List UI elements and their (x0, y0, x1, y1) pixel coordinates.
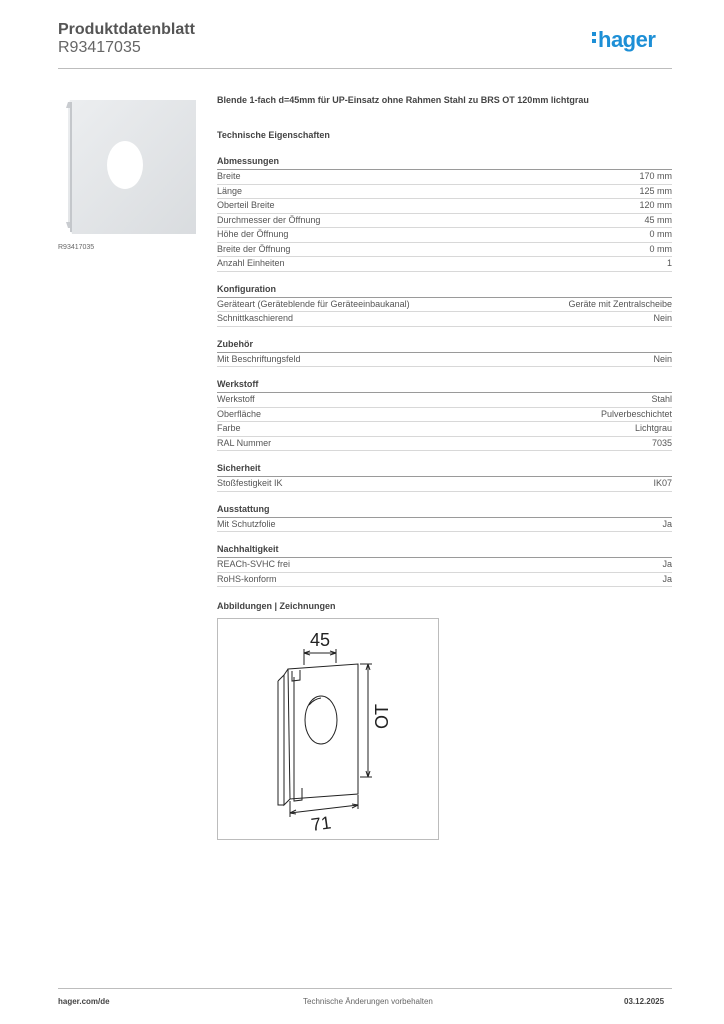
property-value: 0 mm (649, 243, 672, 254)
property-row (217, 408, 672, 423)
property-row (217, 170, 672, 185)
property-row (217, 243, 672, 258)
property-row (217, 558, 672, 573)
section-2 (217, 339, 672, 368)
property-label: Anzahl Einheiten (217, 258, 285, 268)
logo-text: hager (598, 27, 656, 52)
product-image-caption: R93417035 (58, 244, 95, 251)
property-label: Schnittkaschierend (217, 313, 294, 323)
property-value: Geräte mit Zentralscheibe (568, 298, 672, 309)
property-row (217, 257, 672, 272)
property-label: REACh-SVHC frei (217, 559, 291, 569)
property-value: Nein (653, 313, 672, 323)
dimension-label-bottom: 71 (309, 812, 333, 835)
property-row (217, 199, 672, 214)
properties-content (217, 95, 672, 611)
property-sections (217, 156, 672, 587)
property-value: 7035 (651, 437, 672, 448)
property-row (217, 185, 672, 200)
property-value: 0 mm (649, 229, 672, 239)
property-value: 125 mm (639, 185, 672, 196)
property-row (217, 393, 672, 408)
property-row (217, 214, 672, 229)
logo-dots-icon (592, 27, 597, 43)
technical-drawing-frame (217, 618, 439, 840)
property-label: Werkstoff (217, 394, 255, 404)
header-divider (58, 68, 672, 69)
product-image (58, 94, 202, 238)
section-3 (217, 379, 672, 451)
section-heading: Nachhaltigkeit (217, 544, 672, 558)
footer-notice: Technische Änderungen vorbehalten (303, 997, 433, 1006)
property-value: Stahl (651, 394, 672, 404)
section-5 (217, 504, 672, 533)
property-label: Stoßfestigkeit IK (217, 478, 283, 488)
property-label: Länge (217, 185, 243, 196)
property-row (217, 437, 672, 452)
property-label: Mit Schutzfolie (217, 518, 276, 529)
document-title: Produktdatenblatt (58, 21, 195, 38)
property-row (217, 477, 672, 492)
property-value: 1 (666, 258, 672, 268)
section-4 (217, 463, 672, 492)
property-row (217, 228, 672, 243)
property-label: Breite (217, 171, 241, 181)
footer-date: 03.12.2025 (624, 997, 665, 1006)
footer-website: hager.com/de (58, 997, 110, 1006)
footer-divider (58, 988, 672, 989)
property-row (217, 573, 672, 588)
property-row (217, 518, 672, 533)
section-heading: Konfiguration (217, 284, 672, 298)
property-value: 170 mm (639, 171, 672, 181)
section-heading: Sicherheit (217, 463, 672, 477)
technical-properties-heading: Technische Eigenschaften (217, 130, 330, 140)
product-number: R93417035 (58, 39, 141, 56)
section-heading: Zubehör (217, 339, 672, 353)
section-6 (217, 544, 672, 587)
property-row (217, 353, 672, 368)
property-value: Ja (662, 559, 672, 569)
section-heading: Werkstoff (217, 379, 672, 393)
property-value: 45 mm (644, 214, 672, 225)
property-value: Ja (662, 573, 672, 584)
property-label: Durchmesser der Öffnung (217, 214, 321, 225)
hager-logo (592, 27, 655, 53)
property-label: RoHS-konform (217, 573, 277, 584)
property-row (217, 422, 672, 437)
property-label: Geräteart (Geräteblende für Geräteeinbaukanal) (217, 298, 410, 309)
property-label: Breite der Öffnung (217, 243, 291, 254)
property-row (217, 298, 672, 313)
dimension-label-side: OT (372, 704, 392, 729)
product-description: Blende 1-fach d=45mm für UP-Einsatz ohne Rahmen Stahl zu BRS OT 120mm lichtgrau (217, 95, 589, 105)
property-label: Farbe (217, 423, 241, 433)
property-label: Höhe der Öffnung (217, 229, 289, 239)
drawings-heading: Abbildungen | Zeichnungen (217, 601, 336, 611)
property-label: RAL Nummer (217, 437, 272, 448)
technical-drawing (218, 619, 438, 839)
section-heading: Ausstattung (217, 504, 672, 518)
property-value: 120 mm (639, 200, 672, 210)
dimension-label-top: 45 (310, 630, 331, 650)
property-value: Pulverbeschichtet (600, 408, 672, 419)
property-label: Oberteil Breite (217, 200, 275, 210)
property-label: Oberfläche (217, 408, 262, 419)
property-value: Nein (653, 353, 672, 364)
property-value: IK07 (653, 478, 672, 488)
property-row (217, 312, 672, 327)
section-heading: Abmessungen (217, 156, 672, 170)
section-1 (217, 284, 672, 327)
section-0 (217, 156, 672, 272)
property-label: Mit Beschriftungsfeld (217, 353, 301, 364)
property-value: Lichtgrau (634, 423, 672, 433)
property-value: Ja (662, 518, 672, 529)
